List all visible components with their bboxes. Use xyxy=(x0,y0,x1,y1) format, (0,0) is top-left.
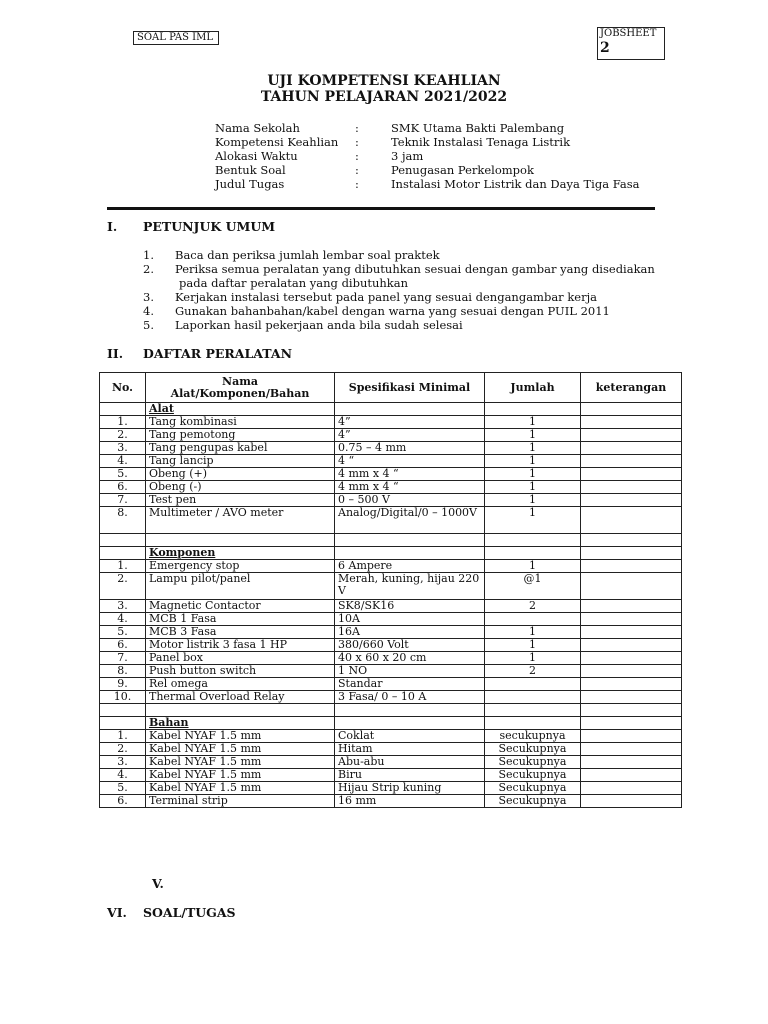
group-title: Komponen xyxy=(146,547,335,560)
header-note: keterangan xyxy=(581,373,682,403)
instruction-item xyxy=(143,262,683,290)
row-number: 1. xyxy=(100,730,146,743)
row-number: 6. xyxy=(100,481,146,494)
info-key: Nama Sekolah xyxy=(215,121,300,135)
table-row xyxy=(100,481,682,494)
item-name: Thermal Overload Relay xyxy=(146,691,335,704)
item-note xyxy=(581,429,682,442)
instruction-text: Periksa semua peralatan yang dibutuhkan sesuai dengan gambar yang disediakan xyxy=(175,262,655,276)
instruction-item xyxy=(143,248,683,262)
table-row xyxy=(100,442,682,455)
item-spec: SK8/SK16 xyxy=(335,600,485,613)
instruction-item xyxy=(143,304,683,318)
item-note xyxy=(581,416,682,429)
item-name: Kabel NYAF 1.5 mm xyxy=(146,769,335,782)
item-spec: 16A xyxy=(335,626,485,639)
table-blank-row xyxy=(100,534,682,547)
table-row xyxy=(100,455,682,468)
item-spec: 6 Ampere xyxy=(335,560,485,573)
doc-tag-left: SOAL PAS IML xyxy=(133,31,219,45)
table-row xyxy=(100,494,682,507)
item-name: Kabel NYAF 1.5 mm xyxy=(146,743,335,756)
divider-rule xyxy=(107,207,655,210)
item-qty: @1 xyxy=(485,573,581,600)
item-note xyxy=(581,782,682,795)
section-number: II. xyxy=(107,346,124,361)
row-number: 9. xyxy=(100,678,146,691)
table-row xyxy=(100,743,682,756)
item-spec: Hitam xyxy=(335,743,485,756)
item-note xyxy=(581,442,682,455)
row-number: 7. xyxy=(100,494,146,507)
table-cell xyxy=(485,704,581,717)
item-qty: Secukupnya xyxy=(485,743,581,756)
table-row xyxy=(100,678,682,691)
table-cell xyxy=(100,704,146,717)
instruction-text: Kerjakan instalasi tersebut pada panel yang sesuai dengangambar kerja xyxy=(175,290,598,304)
item-qty: 1 xyxy=(485,442,581,455)
table-row xyxy=(100,782,682,795)
header-name: Nama Alat/Komponen/Bahan xyxy=(146,373,335,403)
item-spec: 4 mm x 4 “ xyxy=(335,468,485,481)
item-spec: 40 x 60 x 20 cm xyxy=(335,652,485,665)
item-qty: 1 xyxy=(485,507,581,534)
item-note xyxy=(581,665,682,678)
item-qty: 1 xyxy=(485,639,581,652)
table-cell xyxy=(581,717,682,730)
item-note xyxy=(581,691,682,704)
item-qty: Secukupnya xyxy=(485,756,581,769)
item-spec: 380/660 Volt xyxy=(335,639,485,652)
equipment-table xyxy=(99,372,682,808)
item-note xyxy=(581,769,682,782)
table-cell xyxy=(146,534,335,547)
info-value: 3 jam xyxy=(391,149,424,163)
item-spec: Analog/Digital/0 – 1000V xyxy=(335,507,485,534)
item-name: Obeng (-) xyxy=(146,481,335,494)
item-note xyxy=(581,626,682,639)
item-name: Lampu pilot/panel xyxy=(146,573,335,600)
item-spec: 4 mm x 4 “ xyxy=(335,481,485,494)
table-row xyxy=(100,416,682,429)
item-note xyxy=(581,743,682,756)
item-name: Magnetic Contactor xyxy=(146,600,335,613)
instruction-item xyxy=(143,318,683,332)
table-row xyxy=(100,665,682,678)
item-name: Tang kombinasi xyxy=(146,416,335,429)
row-number: 2. xyxy=(100,573,146,600)
row-number: 3. xyxy=(100,600,146,613)
section-title: DAFTAR PERALATAN xyxy=(143,346,293,361)
row-number: 3. xyxy=(100,442,146,455)
info-sep: : xyxy=(355,149,359,163)
row-number: 2. xyxy=(100,429,146,442)
item-note xyxy=(581,507,682,534)
table-cell xyxy=(335,704,485,717)
table-cell xyxy=(335,717,485,730)
item-qty: 1 xyxy=(485,652,581,665)
item-name: Obeng (+) xyxy=(146,468,335,481)
item-note xyxy=(581,652,682,665)
table-cell xyxy=(335,534,485,547)
item-spec: 10A xyxy=(335,613,485,626)
item-note xyxy=(581,678,682,691)
section-title: SOAL/TUGAS xyxy=(143,905,236,920)
info-sep: : xyxy=(355,135,359,149)
item-qty: Secukupnya xyxy=(485,782,581,795)
item-name: Terminal strip xyxy=(146,795,335,808)
table-cell xyxy=(100,534,146,547)
jobsheet-label: JOBSHEET xyxy=(600,28,657,39)
instruction-text: Baca dan periksa jumlah lembar soal praktek xyxy=(175,248,440,262)
row-number: 4. xyxy=(100,769,146,782)
row-number: 10. xyxy=(100,691,146,704)
item-qty: 1 xyxy=(485,416,581,429)
instruction-text: Gunakan bahanbahan/kabel dengan warna yang sesuai dengan PUIL 2011 xyxy=(175,304,610,318)
item-note xyxy=(581,639,682,652)
table-cell xyxy=(485,547,581,560)
instruction-number: 4. xyxy=(143,304,154,318)
item-name: Panel box xyxy=(146,652,335,665)
header-no: No. xyxy=(100,373,146,403)
item-note xyxy=(581,455,682,468)
row-number: 5. xyxy=(100,782,146,795)
table-row xyxy=(100,468,682,481)
table-cell xyxy=(100,403,146,416)
table-row xyxy=(100,652,682,665)
item-qty: 1 xyxy=(485,626,581,639)
table-row xyxy=(100,756,682,769)
item-name: Tang lancip xyxy=(146,455,335,468)
table-cell xyxy=(100,547,146,560)
header-spec: Spesifikasi Minimal xyxy=(335,373,485,403)
item-spec: Standar xyxy=(335,678,485,691)
item-name: Multimeter / AVO meter xyxy=(146,507,335,534)
info-key: Judul Tugas xyxy=(215,177,285,191)
item-name: Kabel NYAF 1.5 mm xyxy=(146,782,335,795)
table-row xyxy=(100,507,682,534)
header-qty: Jumlah xyxy=(485,373,581,403)
table-header-row xyxy=(100,373,682,403)
row-number: 5. xyxy=(100,468,146,481)
item-name: MCB 3 Fasa xyxy=(146,626,335,639)
table-row xyxy=(100,730,682,743)
item-note xyxy=(581,573,682,600)
item-note xyxy=(581,795,682,808)
instruction-text: Laporkan hasil pekerjaan anda bila sudah selesai xyxy=(175,318,463,332)
table-cell xyxy=(485,717,581,730)
row-number: 8. xyxy=(100,507,146,534)
item-qty: 2 xyxy=(485,665,581,678)
instruction-text-cont: pada daftar peralatan yang dibutuhkan xyxy=(179,276,409,290)
table-body xyxy=(100,403,682,808)
item-qty: 1 xyxy=(485,429,581,442)
item-note xyxy=(581,481,682,494)
item-qty: 1 xyxy=(485,481,581,494)
table-cell xyxy=(485,403,581,416)
item-qty xyxy=(485,691,581,704)
item-note xyxy=(581,756,682,769)
info-sep: : xyxy=(355,121,359,135)
table-cell xyxy=(335,547,485,560)
table-cell xyxy=(335,403,485,416)
doc-title-line1: UJI KOMPETENSI KEAHLIAN xyxy=(267,73,501,89)
item-spec: 16 mm xyxy=(335,795,485,808)
section-number: I. xyxy=(107,219,118,234)
row-number: 1. xyxy=(100,560,146,573)
item-note xyxy=(581,613,682,626)
table-row xyxy=(100,769,682,782)
table-blank-row xyxy=(100,704,682,717)
info-value: Teknik Instalasi Tenaga Listrik xyxy=(391,135,571,149)
row-number: 4. xyxy=(100,613,146,626)
item-note xyxy=(581,600,682,613)
table-row xyxy=(100,600,682,613)
row-number: 2. xyxy=(100,743,146,756)
info-sep: : xyxy=(355,163,359,177)
item-note xyxy=(581,468,682,481)
table-cell xyxy=(581,547,682,560)
item-qty xyxy=(485,613,581,626)
table-row xyxy=(100,626,682,639)
item-spec: 4” xyxy=(335,416,485,429)
row-number: 5. xyxy=(100,626,146,639)
item-spec: 0 – 500 V xyxy=(335,494,485,507)
item-qty: Secukupnya xyxy=(485,769,581,782)
info-value: Penugasan Perkelompok xyxy=(391,163,534,177)
instruction-number: 5. xyxy=(143,318,154,332)
item-spec: 4 “ xyxy=(335,455,485,468)
table-group-row xyxy=(100,717,682,730)
row-number: 6. xyxy=(100,795,146,808)
section-title: PETUNJUK UMUM xyxy=(143,219,276,234)
item-name: Rel omega xyxy=(146,678,335,691)
section-number-v: V. xyxy=(152,876,164,891)
table-cell xyxy=(581,403,682,416)
item-qty: Secukupnya xyxy=(485,795,581,808)
item-qty: secukupnya xyxy=(485,730,581,743)
table-cell xyxy=(485,534,581,547)
table-row xyxy=(100,639,682,652)
table-cell xyxy=(146,704,335,717)
item-spec: Merah, kuning, hijau 220 V xyxy=(335,573,485,600)
group-title: Alat xyxy=(146,403,335,416)
item-spec: Hijau Strip kuning xyxy=(335,782,485,795)
item-name: MCB 1 Fasa xyxy=(146,613,335,626)
info-sep: : xyxy=(355,177,359,191)
info-value: SMK Utama Bakti Palembang xyxy=(391,121,565,135)
info-key: Alokasi Waktu xyxy=(215,149,298,163)
item-qty xyxy=(485,678,581,691)
table-cell xyxy=(581,534,682,547)
item-spec: 0.75 – 4 mm xyxy=(335,442,485,455)
table-row xyxy=(100,613,682,626)
table-row xyxy=(100,573,682,600)
item-name: Kabel NYAF 1.5 mm xyxy=(146,730,335,743)
doc-title-line2: TAHUN PELAJARAN 2021/2022 xyxy=(260,89,508,105)
item-qty: 1 xyxy=(485,560,581,573)
table-cell xyxy=(100,717,146,730)
item-spec: 3 Fasa/ 0 – 10 A xyxy=(335,691,485,704)
item-name: Push button switch xyxy=(146,665,335,678)
group-title: Bahan xyxy=(146,717,335,730)
item-note xyxy=(581,560,682,573)
row-number: 3. xyxy=(100,756,146,769)
row-number: 8. xyxy=(100,665,146,678)
instruction-number: 2. xyxy=(143,262,154,276)
item-note xyxy=(581,730,682,743)
jobsheet-box xyxy=(597,27,665,60)
table-row xyxy=(100,795,682,808)
row-number: 4. xyxy=(100,455,146,468)
instruction-number: 1. xyxy=(143,248,154,262)
item-name: Test pen xyxy=(146,494,335,507)
instruction-item xyxy=(143,290,683,304)
item-name: Kabel NYAF 1.5 mm xyxy=(146,756,335,769)
item-name: Tang pemotong xyxy=(146,429,335,442)
info-key: Bentuk Soal xyxy=(215,163,286,177)
row-number: 7. xyxy=(100,652,146,665)
item-spec: Biru xyxy=(335,769,485,782)
table-row xyxy=(100,560,682,573)
item-spec: 1 NO xyxy=(335,665,485,678)
item-name: Motor listrik 3 fasa 1 HP xyxy=(146,639,335,652)
item-name: Emergency stop xyxy=(146,560,335,573)
item-name: Tang pengupas kabel xyxy=(146,442,335,455)
table-cell xyxy=(581,704,682,717)
item-qty: 1 xyxy=(485,468,581,481)
table-group-row xyxy=(100,547,682,560)
item-spec: Coklat xyxy=(335,730,485,743)
info-key: Kompetensi Keahlian xyxy=(215,135,339,149)
row-number: 1. xyxy=(100,416,146,429)
item-note xyxy=(581,494,682,507)
item-qty: 2 xyxy=(485,600,581,613)
item-spec: 4” xyxy=(335,429,485,442)
item-qty: 1 xyxy=(485,455,581,468)
item-qty: 1 xyxy=(485,494,581,507)
section-number: VI. xyxy=(107,905,127,920)
row-number: 6. xyxy=(100,639,146,652)
instruction-number: 3. xyxy=(143,290,154,304)
table-group-row xyxy=(100,403,682,416)
info-value: Instalasi Motor Listrik dan Daya Tiga Fasa xyxy=(391,177,640,191)
table-row xyxy=(100,429,682,442)
table-row xyxy=(100,691,682,704)
jobsheet-number: 2 xyxy=(600,40,610,56)
item-spec: Abu-abu xyxy=(335,756,485,769)
